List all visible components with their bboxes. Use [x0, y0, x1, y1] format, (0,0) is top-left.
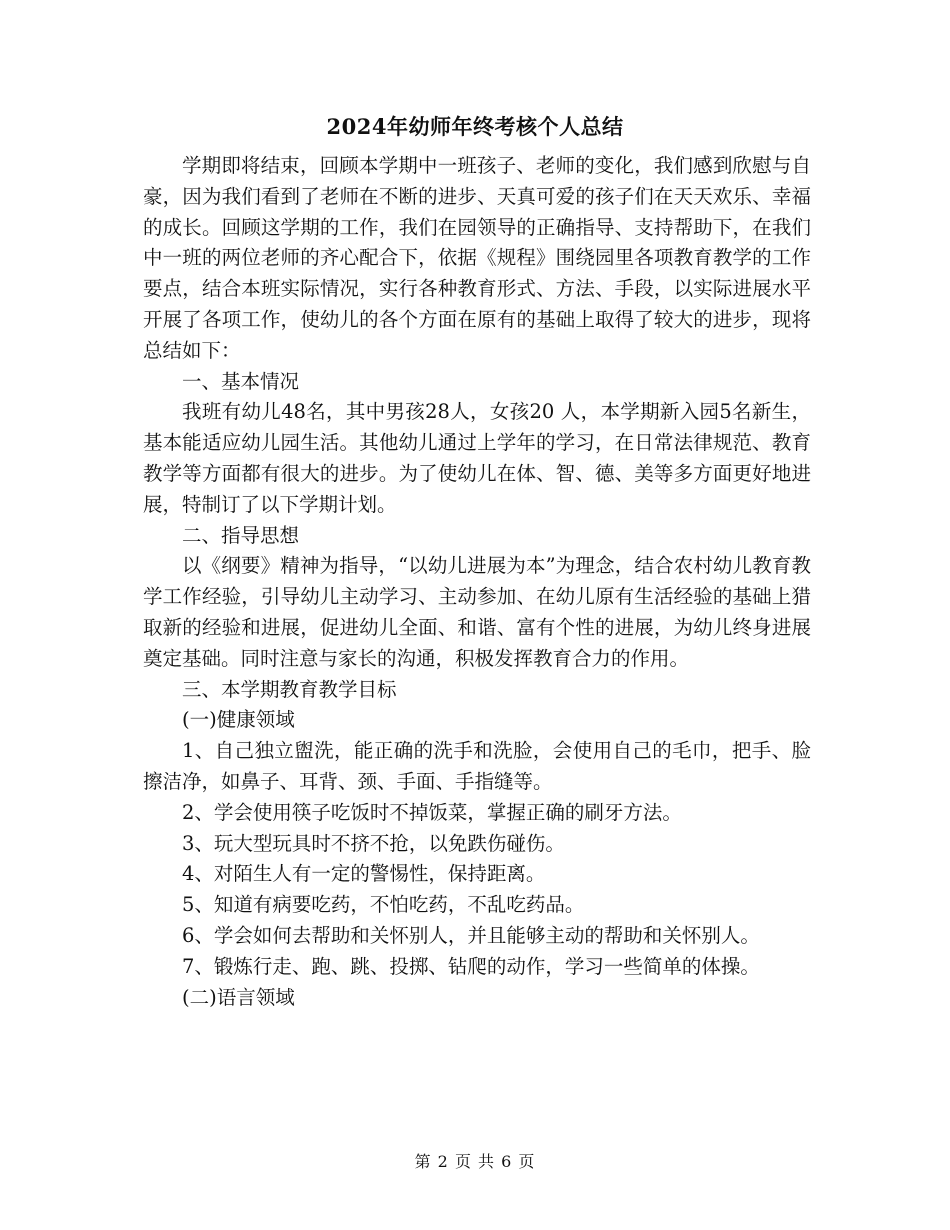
- subsection-heading-language: (二)语言领域: [182, 985, 295, 1009]
- health-goal-item: 3、玩大型玩具时不挤不抢，以免跌伤碰伤。: [182, 831, 565, 855]
- page-number-footer: 第 2 页 共 6 页: [414, 1152, 536, 1171]
- health-goal-item: 1、自己独立盥洗，能正确的洗手和洗脸，会使用自己的毛巾，把手、脸擦洁净，如鼻子、耳背、颈、手面、手指缝等。: [143, 739, 811, 793]
- subsection-heading-health: (一)健康领域: [182, 708, 295, 732]
- health-goal-item: 6、学会如何去帮助和关怀别人，并且能够主动的帮助和关怀别人。: [182, 923, 760, 947]
- health-goal-item: 2、学会使用筷子吃饭时不掉饭菜，掌握正确的刷牙方法。: [182, 800, 682, 824]
- document-body: [143, 151, 811, 1013]
- intro-paragraph: 学期即将结束，回顾本学期中一班孩子、老师的变化，我们感到欣慰与自豪，因为我们看到了老师在不断的进步、天真可爱的孩子们在天天欢乐、幸福的成长。回顾这学期的工作，我们在园领导的正确指导、支持帮助下，在我们中一班的两位老师的齐心配合下，依据《规程》围绕园里各项教育教学的工作要点，结合本班实际情况，实行各种教育形式、方法、手段，以实际进展水平开展了各项工作，使幼儿的各个方面在原有的基础上取得了较大的进步，现将总结如下：: [143, 154, 811, 362]
- basic-situation-paragraph: 我班有幼儿48名，其中男孩28人，女孩20 人，本学期新入园5名新生，基本能适应幼儿园生活。其他幼儿通过上学年的学习，在日常法律规范、教育教学等方面都有很大的进步。为了使幼儿在体、智、德、美等多方面更好地进展，特制订了以下学期计划。: [143, 400, 811, 516]
- section-heading-basic-situation: 一、基本情况: [182, 369, 300, 393]
- document-title: 2024年幼师年终考核个人总结: [326, 114, 624, 139]
- health-goal-item: 5、知道有病要吃药，不怕吃药，不乱吃药品。: [182, 893, 585, 917]
- section-heading-goals: 三、本学期教育教学目标: [182, 677, 397, 701]
- health-goal-item: 4、对陌生人有一定的警惕性，保持距离。: [182, 862, 546, 886]
- section-heading-guiding-thought: 二、指导思想: [182, 523, 300, 547]
- health-goal-item: 7、锻炼行走、跑、跳、投掷、钻爬的动作，学习一些简单的体操。: [182, 954, 760, 978]
- guiding-thought-paragraph: 以《纲要》精神为指导，“以幼儿进展为本”为理念，结合农村幼儿教育教学工作经验，引导幼儿主动学习、主动参加、在幼儿原有生活经验的基础上猎取新的经验和进展，促进幼儿全面、和谐、富有个性的进展，为幼儿终身进展奠定基础。同时注意与家长的沟通，积极发挥教育合力的作用。: [143, 554, 811, 670]
